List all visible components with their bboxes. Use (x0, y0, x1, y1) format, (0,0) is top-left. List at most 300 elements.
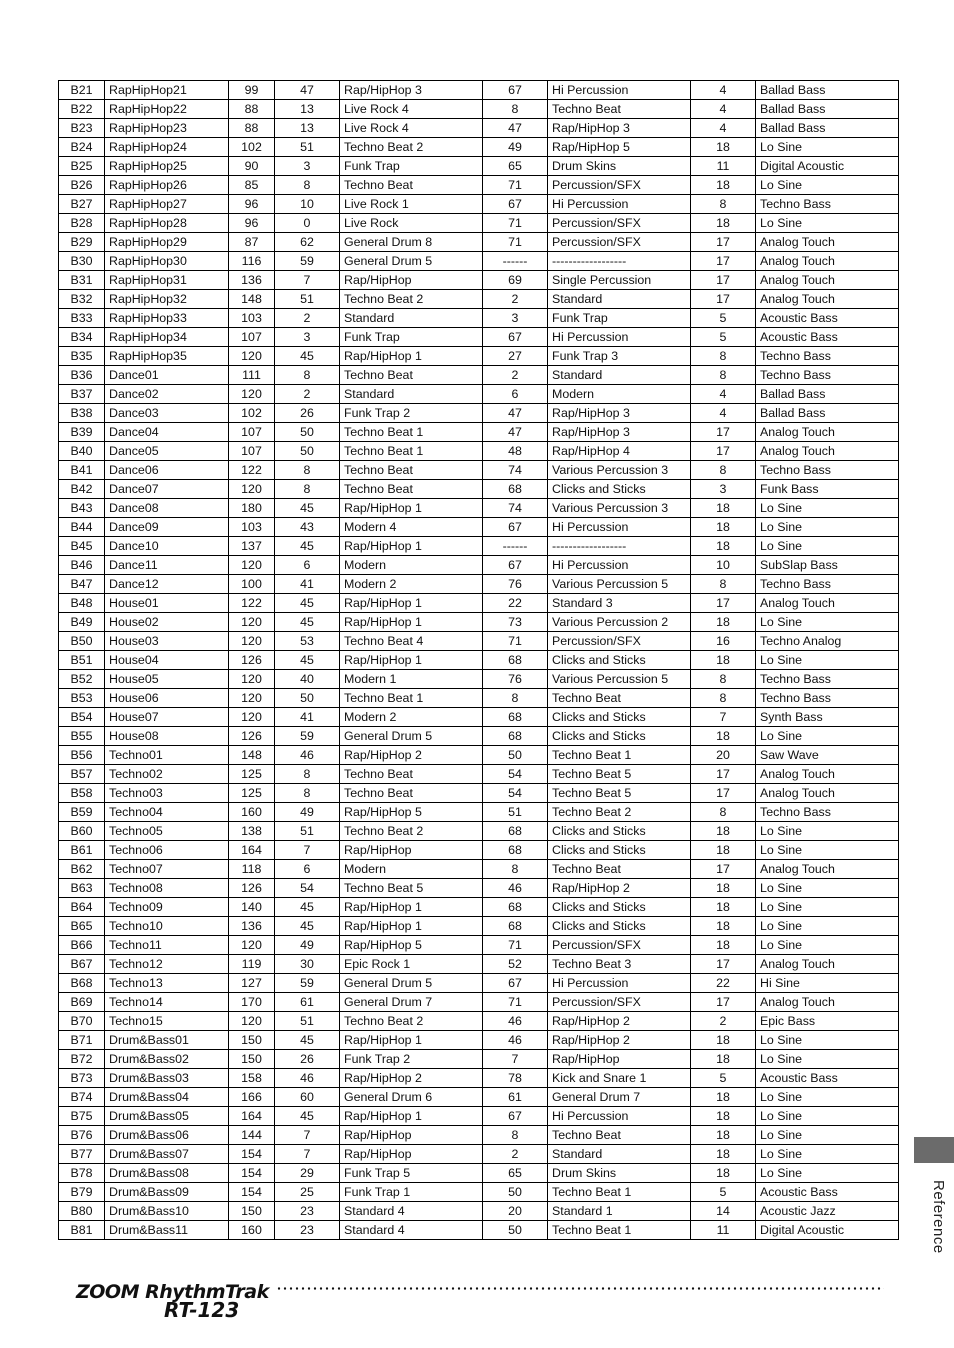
percussion-kit-number-cell: 68 (483, 651, 548, 670)
drum-kit-number-cell: 7 (275, 841, 340, 860)
drum-kit-name-cell: Modern 2 (340, 708, 483, 727)
table-body (59, 81, 899, 1240)
percussion-kit-number-cell: 22 (483, 594, 548, 613)
percussion-kit-name-cell: Standard 1 (548, 1202, 691, 1221)
bass-program-name-cell: Ballad Bass (756, 81, 899, 100)
pattern-name-cell: RapHipHop34 (105, 328, 229, 347)
drum-kit-number-cell: 23 (275, 1221, 340, 1240)
bass-program-name-cell: Acoustic Bass (756, 1069, 899, 1088)
bass-program-number-cell: 18 (691, 651, 756, 670)
bass-program-name-cell: SubSlap Bass (756, 556, 899, 575)
bass-program-name-cell: Lo Sine (756, 898, 899, 917)
drum-kit-number-cell: 23 (275, 1202, 340, 1221)
percussion-kit-number-cell: 76 (483, 575, 548, 594)
bass-program-number-cell: 2 (691, 1012, 756, 1031)
bass-program-name-cell: Analog Touch (756, 271, 899, 290)
percussion-kit-name-cell: Drum Skins (548, 157, 691, 176)
preset-number-cell: B49 (59, 613, 105, 632)
percussion-kit-number-cell: 54 (483, 765, 548, 784)
bass-program-name-cell: Lo Sine (756, 1050, 899, 1069)
drum-kit-name-cell: Modern 2 (340, 575, 483, 594)
drum-kit-name-cell: Rap/HipHop 1 (340, 917, 483, 936)
bass-program-name-cell: Lo Sine (756, 176, 899, 195)
bass-program-name-cell: Techno Bass (756, 195, 899, 214)
pattern-name-cell: RapHipHop23 (105, 119, 229, 138)
pattern-name-cell: House05 (105, 670, 229, 689)
drum-kit-number-cell: 2 (275, 309, 340, 328)
bass-program-name-cell: Lo Sine (756, 936, 899, 955)
drum-kit-number-cell: 46 (275, 1069, 340, 1088)
pattern-name-cell: Dance10 (105, 537, 229, 556)
percussion-kit-number-cell: 2 (483, 1145, 548, 1164)
drum-kit-number-cell: 41 (275, 708, 340, 727)
bass-program-number-cell: 18 (691, 898, 756, 917)
tempo-cell: 103 (229, 309, 275, 328)
preset-number-cell: B51 (59, 651, 105, 670)
drum-kit-name-cell: Standard 4 (340, 1221, 483, 1240)
table-row (59, 176, 899, 195)
percussion-kit-name-cell: Various Percussion 2 (548, 613, 691, 632)
tempo-cell: 120 (229, 385, 275, 404)
tempo-cell: 164 (229, 841, 275, 860)
drum-kit-number-cell: 13 (275, 100, 340, 119)
preset-number-cell: B29 (59, 233, 105, 252)
table-row (59, 746, 899, 765)
tempo-cell: 150 (229, 1202, 275, 1221)
table-row (59, 689, 899, 708)
tempo-cell: 107 (229, 328, 275, 347)
percussion-kit-number-cell: 8 (483, 1126, 548, 1145)
preset-number-cell: B48 (59, 594, 105, 613)
pattern-name-cell: Dance06 (105, 461, 229, 480)
percussion-kit-number-cell: 50 (483, 1183, 548, 1202)
percussion-kit-number-cell: 8 (483, 100, 548, 119)
percussion-kit-name-cell: Clicks and Sticks (548, 480, 691, 499)
bass-program-name-cell: Techno Bass (756, 461, 899, 480)
percussion-kit-name-cell: Techno Beat 1 (548, 1183, 691, 1202)
pattern-name-cell: Techno10 (105, 917, 229, 936)
bass-program-number-cell: 17 (691, 252, 756, 271)
pattern-name-cell: Drum&Bass02 (105, 1050, 229, 1069)
percussion-kit-name-cell: Percussion/SFX (548, 176, 691, 195)
tempo-cell: 118 (229, 860, 275, 879)
percussion-kit-name-cell: Hi Percussion (548, 974, 691, 993)
bass-program-name-cell: Acoustic Bass (756, 309, 899, 328)
tempo-cell: 154 (229, 1183, 275, 1202)
table-row (59, 328, 899, 347)
preset-number-cell: B71 (59, 1031, 105, 1050)
bass-program-name-cell: Lo Sine (756, 1126, 899, 1145)
drum-kit-number-cell: 51 (275, 290, 340, 309)
pattern-name-cell: RapHipHop30 (105, 252, 229, 271)
bass-program-name-cell: Lo Sine (756, 822, 899, 841)
percussion-kit-number-cell: 49 (483, 138, 548, 157)
pattern-name-cell: Techno13 (105, 974, 229, 993)
bass-program-name-cell: Lo Sine (756, 214, 899, 233)
preset-number-cell: B59 (59, 803, 105, 822)
table-row (59, 784, 899, 803)
drum-kit-name-cell: Techno Beat (340, 765, 483, 784)
percussion-kit-number-cell: 71 (483, 176, 548, 195)
preset-number-cell: B26 (59, 176, 105, 195)
drum-kit-number-cell: 6 (275, 556, 340, 575)
tempo-cell: 150 (229, 1031, 275, 1050)
bass-program-number-cell: 5 (691, 1069, 756, 1088)
tempo-cell: 122 (229, 594, 275, 613)
drum-kit-number-cell: 8 (275, 480, 340, 499)
bass-program-name-cell: Lo Sine (756, 1107, 899, 1126)
preset-number-cell: B60 (59, 822, 105, 841)
drum-kit-number-cell: 53 (275, 632, 340, 651)
bass-program-name-cell: Lo Sine (756, 651, 899, 670)
pattern-name-cell: Techno15 (105, 1012, 229, 1031)
bass-program-name-cell: Analog Touch (756, 442, 899, 461)
drum-kit-number-cell: 50 (275, 689, 340, 708)
pattern-name-cell: Dance11 (105, 556, 229, 575)
bass-program-number-cell: 18 (691, 1088, 756, 1107)
pattern-name-cell: Dance04 (105, 423, 229, 442)
drum-kit-name-cell: Techno Beat (340, 366, 483, 385)
table-row (59, 1202, 899, 1221)
table-row (59, 119, 899, 138)
percussion-kit-name-cell: Clicks and Sticks (548, 727, 691, 746)
percussion-kit-name-cell: Rap/HipHop 5 (548, 138, 691, 157)
drum-kit-name-cell: Rap/HipHop (340, 1126, 483, 1145)
bass-program-number-cell: 5 (691, 1183, 756, 1202)
preset-number-cell: B57 (59, 765, 105, 784)
table-row (59, 461, 899, 480)
drum-kit-number-cell: 8 (275, 765, 340, 784)
preset-number-cell: B72 (59, 1050, 105, 1069)
percussion-kit-number-cell: ------ (483, 252, 548, 271)
percussion-kit-number-cell: 67 (483, 328, 548, 347)
preset-number-cell: B41 (59, 461, 105, 480)
percussion-kit-number-cell: 71 (483, 214, 548, 233)
drum-kit-number-cell: 46 (275, 746, 340, 765)
table-row (59, 1069, 899, 1088)
bass-program-number-cell: 18 (691, 518, 756, 537)
drum-kit-name-cell: General Drum 8 (340, 233, 483, 252)
drum-kit-name-cell: Standard (340, 309, 483, 328)
bass-program-number-cell: 17 (691, 860, 756, 879)
percussion-kit-name-cell: Modern (548, 385, 691, 404)
tempo-cell: 160 (229, 1221, 275, 1240)
bass-program-number-cell: 18 (691, 537, 756, 556)
bass-program-name-cell: Techno Bass (756, 670, 899, 689)
tempo-cell: 136 (229, 917, 275, 936)
percussion-kit-number-cell: 67 (483, 195, 548, 214)
percussion-kit-number-cell: 67 (483, 81, 548, 100)
pattern-name-cell: Dance12 (105, 575, 229, 594)
drum-kit-name-cell: Live Rock 4 (340, 100, 483, 119)
tempo-cell: 164 (229, 1107, 275, 1126)
table-row (59, 917, 899, 936)
bass-program-number-cell: 10 (691, 556, 756, 575)
tempo-cell: 120 (229, 1012, 275, 1031)
bass-program-number-cell: 18 (691, 613, 756, 632)
drum-kit-name-cell: Techno Beat 1 (340, 423, 483, 442)
preset-number-cell: B65 (59, 917, 105, 936)
tempo-cell: 111 (229, 366, 275, 385)
drum-kit-name-cell: Modern 1 (340, 670, 483, 689)
percussion-kit-number-cell: 46 (483, 879, 548, 898)
drum-kit-number-cell: 51 (275, 138, 340, 157)
tempo-cell: 148 (229, 290, 275, 309)
drum-kit-name-cell: Funk Trap (340, 328, 483, 347)
bass-program-name-cell: Acoustic Bass (756, 1183, 899, 1202)
percussion-kit-number-cell: 46 (483, 1012, 548, 1031)
table-row (59, 727, 899, 746)
drum-kit-number-cell: 41 (275, 575, 340, 594)
tempo-cell: 158 (229, 1069, 275, 1088)
table-row (59, 898, 899, 917)
bass-program-name-cell: Lo Sine (756, 1031, 899, 1050)
drum-kit-number-cell: 8 (275, 366, 340, 385)
table-row (59, 803, 899, 822)
drum-kit-name-cell: Modern (340, 860, 483, 879)
drum-kit-name-cell: Live Rock 1 (340, 195, 483, 214)
pattern-name-cell: Drum&Bass06 (105, 1126, 229, 1145)
bass-program-name-cell: Lo Sine (756, 1145, 899, 1164)
brand-logo (76, 1281, 269, 1325)
drum-kit-name-cell: Standard 4 (340, 1202, 483, 1221)
drum-kit-name-cell: Funk Trap 2 (340, 1050, 483, 1069)
percussion-kit-number-cell: 71 (483, 233, 548, 252)
tempo-cell: 126 (229, 727, 275, 746)
drum-kit-number-cell: 49 (275, 803, 340, 822)
bass-program-name-cell: Hi Sine (756, 974, 899, 993)
tempo-cell: 136 (229, 271, 275, 290)
tempo-cell: 88 (229, 100, 275, 119)
percussion-kit-number-cell: 68 (483, 822, 548, 841)
percussion-kit-number-cell: 67 (483, 1107, 548, 1126)
tempo-cell: 170 (229, 993, 275, 1012)
percussion-kit-number-cell: 52 (483, 955, 548, 974)
tempo-cell: 140 (229, 898, 275, 917)
pattern-name-cell: House01 (105, 594, 229, 613)
table-row (59, 974, 899, 993)
preset-number-cell: B52 (59, 670, 105, 689)
preset-number-cell: B44 (59, 518, 105, 537)
percussion-kit-name-cell: Rap/HipHop (548, 1050, 691, 1069)
drum-kit-name-cell: Standard (340, 385, 483, 404)
percussion-kit-name-cell: Hi Percussion (548, 81, 691, 100)
pattern-name-cell: Techno11 (105, 936, 229, 955)
drum-kit-name-cell: General Drum 5 (340, 974, 483, 993)
percussion-kit-number-cell: 71 (483, 632, 548, 651)
tempo-cell: 88 (229, 119, 275, 138)
bass-program-name-cell: Techno Bass (756, 803, 899, 822)
tempo-cell: 107 (229, 442, 275, 461)
tempo-cell: 120 (229, 613, 275, 632)
drum-kit-name-cell: Techno Beat (340, 784, 483, 803)
preset-number-cell: B61 (59, 841, 105, 860)
tempo-cell: 154 (229, 1145, 275, 1164)
bass-program-number-cell: 4 (691, 385, 756, 404)
percussion-kit-number-cell: 2 (483, 290, 548, 309)
pattern-name-cell: RapHipHop26 (105, 176, 229, 195)
pattern-name-cell: Techno04 (105, 803, 229, 822)
tempo-cell: 99 (229, 81, 275, 100)
bass-program-number-cell: 18 (691, 1107, 756, 1126)
drum-kit-number-cell: 30 (275, 955, 340, 974)
bass-program-number-cell: 8 (691, 195, 756, 214)
preset-number-cell: B50 (59, 632, 105, 651)
bass-program-number-cell: 14 (691, 1202, 756, 1221)
table-row (59, 1126, 899, 1145)
drum-kit-number-cell: 59 (275, 974, 340, 993)
percussion-kit-name-cell: Techno Beat (548, 860, 691, 879)
bass-program-name-cell: Analog Touch (756, 993, 899, 1012)
drum-kit-name-cell: Rap/HipHop 5 (340, 803, 483, 822)
bass-program-name-cell: Analog Touch (756, 860, 899, 879)
table-row (59, 423, 899, 442)
bass-program-number-cell: 18 (691, 1145, 756, 1164)
bass-program-number-cell: 17 (691, 993, 756, 1012)
drum-kit-number-cell: 50 (275, 442, 340, 461)
pattern-name-cell: Techno08 (105, 879, 229, 898)
percussion-kit-number-cell: 68 (483, 841, 548, 860)
bass-program-number-cell: 18 (691, 499, 756, 518)
bass-program-name-cell: Acoustic Jazz (756, 1202, 899, 1221)
bass-program-number-cell: 5 (691, 328, 756, 347)
pattern-name-cell: Dance05 (105, 442, 229, 461)
drum-kit-name-cell: Modern (340, 556, 483, 575)
drum-kit-name-cell: Live Rock (340, 214, 483, 233)
drum-kit-number-cell: 54 (275, 879, 340, 898)
percussion-kit-number-cell: 74 (483, 461, 548, 480)
table-row (59, 252, 899, 271)
percussion-kit-name-cell: Percussion/SFX (548, 233, 691, 252)
bass-program-name-cell: Lo Sine (756, 917, 899, 936)
percussion-kit-name-cell: Rap/HipHop 3 (548, 423, 691, 442)
preset-table (58, 80, 899, 1240)
percussion-kit-name-cell: Rap/HipHop 3 (548, 404, 691, 423)
bass-program-number-cell: 18 (691, 727, 756, 746)
drum-kit-name-cell: Rap/HipHop 1 (340, 898, 483, 917)
pattern-name-cell: Dance02 (105, 385, 229, 404)
percussion-kit-name-cell: Clicks and Sticks (548, 822, 691, 841)
percussion-kit-name-cell: Standard 3 (548, 594, 691, 613)
drum-kit-name-cell: Funk Trap 2 (340, 404, 483, 423)
pattern-name-cell: House03 (105, 632, 229, 651)
percussion-kit-number-cell: 27 (483, 347, 548, 366)
drum-kit-name-cell: Modern 4 (340, 518, 483, 537)
bass-program-name-cell: Analog Touch (756, 955, 899, 974)
bass-program-number-cell: 8 (691, 689, 756, 708)
pattern-name-cell: Drum&Bass09 (105, 1183, 229, 1202)
drum-kit-name-cell: Rap/HipHop 1 (340, 347, 483, 366)
bass-program-name-cell: Techno Bass (756, 366, 899, 385)
percussion-kit-number-cell: 48 (483, 442, 548, 461)
drum-kit-name-cell: Techno Beat 1 (340, 442, 483, 461)
percussion-kit-name-cell: Rap/HipHop 2 (548, 879, 691, 898)
tempo-cell: 120 (229, 708, 275, 727)
percussion-kit-name-cell: Techno Beat 3 (548, 955, 691, 974)
percussion-kit-name-cell: Clicks and Sticks (548, 898, 691, 917)
pattern-name-cell: Techno12 (105, 955, 229, 974)
bass-program-name-cell: Ballad Bass (756, 100, 899, 119)
bass-program-number-cell: 17 (691, 594, 756, 613)
bass-program-name-cell: Analog Touch (756, 765, 899, 784)
dotted-divider (276, 1287, 884, 1290)
preset-number-cell: B21 (59, 81, 105, 100)
percussion-kit-number-cell: 73 (483, 613, 548, 632)
drum-kit-number-cell: 6 (275, 860, 340, 879)
drum-kit-number-cell: 59 (275, 252, 340, 271)
table-row (59, 1145, 899, 1164)
table-row (59, 537, 899, 556)
percussion-kit-number-cell: 20 (483, 1202, 548, 1221)
drum-kit-number-cell: 45 (275, 613, 340, 632)
bass-program-number-cell: 17 (691, 271, 756, 290)
percussion-kit-number-cell: 76 (483, 670, 548, 689)
tempo-cell: 138 (229, 822, 275, 841)
percussion-kit-name-cell: Standard (548, 366, 691, 385)
bass-program-number-cell: 18 (691, 1050, 756, 1069)
preset-number-cell: B35 (59, 347, 105, 366)
percussion-kit-name-cell: Hi Percussion (548, 1107, 691, 1126)
bass-program-name-cell: Techno Bass (756, 575, 899, 594)
table-row (59, 841, 899, 860)
table-row (59, 1050, 899, 1069)
bass-program-number-cell: 8 (691, 670, 756, 689)
preset-number-cell: B39 (59, 423, 105, 442)
drum-kit-number-cell: 43 (275, 518, 340, 537)
bass-program-number-cell: 16 (691, 632, 756, 651)
percussion-kit-number-cell: 50 (483, 746, 548, 765)
drum-kit-name-cell: Techno Beat 2 (340, 1012, 483, 1031)
tempo-cell: 122 (229, 461, 275, 480)
pattern-name-cell: RapHipHop35 (105, 347, 229, 366)
percussion-kit-name-cell: Techno Beat 5 (548, 765, 691, 784)
table-row (59, 290, 899, 309)
percussion-kit-name-cell: Techno Beat (548, 1126, 691, 1145)
table-row (59, 214, 899, 233)
preset-number-cell: B33 (59, 309, 105, 328)
percussion-kit-name-cell: Techno Beat (548, 100, 691, 119)
drum-kit-number-cell: 61 (275, 993, 340, 1012)
preset-number-cell: B73 (59, 1069, 105, 1088)
tempo-cell: 148 (229, 746, 275, 765)
bass-program-number-cell: 18 (691, 1031, 756, 1050)
drum-kit-number-cell: 45 (275, 651, 340, 670)
preset-number-cell: B46 (59, 556, 105, 575)
preset-number-cell: B53 (59, 689, 105, 708)
percussion-kit-name-cell: Clicks and Sticks (548, 917, 691, 936)
bass-program-name-cell: Funk Bass (756, 480, 899, 499)
table-row (59, 594, 899, 613)
bass-program-number-cell: 8 (691, 461, 756, 480)
drum-kit-number-cell: 59 (275, 727, 340, 746)
tempo-cell: 144 (229, 1126, 275, 1145)
preset-number-cell: B54 (59, 708, 105, 727)
pattern-name-cell: House02 (105, 613, 229, 632)
pattern-name-cell: Techno02 (105, 765, 229, 784)
preset-number-cell: B64 (59, 898, 105, 917)
pattern-name-cell: Drum&Bass10 (105, 1202, 229, 1221)
table-row (59, 1183, 899, 1202)
drum-kit-number-cell: 13 (275, 119, 340, 138)
drum-kit-number-cell: 45 (275, 347, 340, 366)
pattern-name-cell: Dance03 (105, 404, 229, 423)
percussion-kit-name-cell: Techno Beat 2 (548, 803, 691, 822)
pattern-name-cell: Techno09 (105, 898, 229, 917)
tempo-cell: 137 (229, 537, 275, 556)
percussion-kit-name-cell: ------------------ (548, 252, 691, 271)
preset-number-cell: B38 (59, 404, 105, 423)
tempo-cell: 126 (229, 879, 275, 898)
